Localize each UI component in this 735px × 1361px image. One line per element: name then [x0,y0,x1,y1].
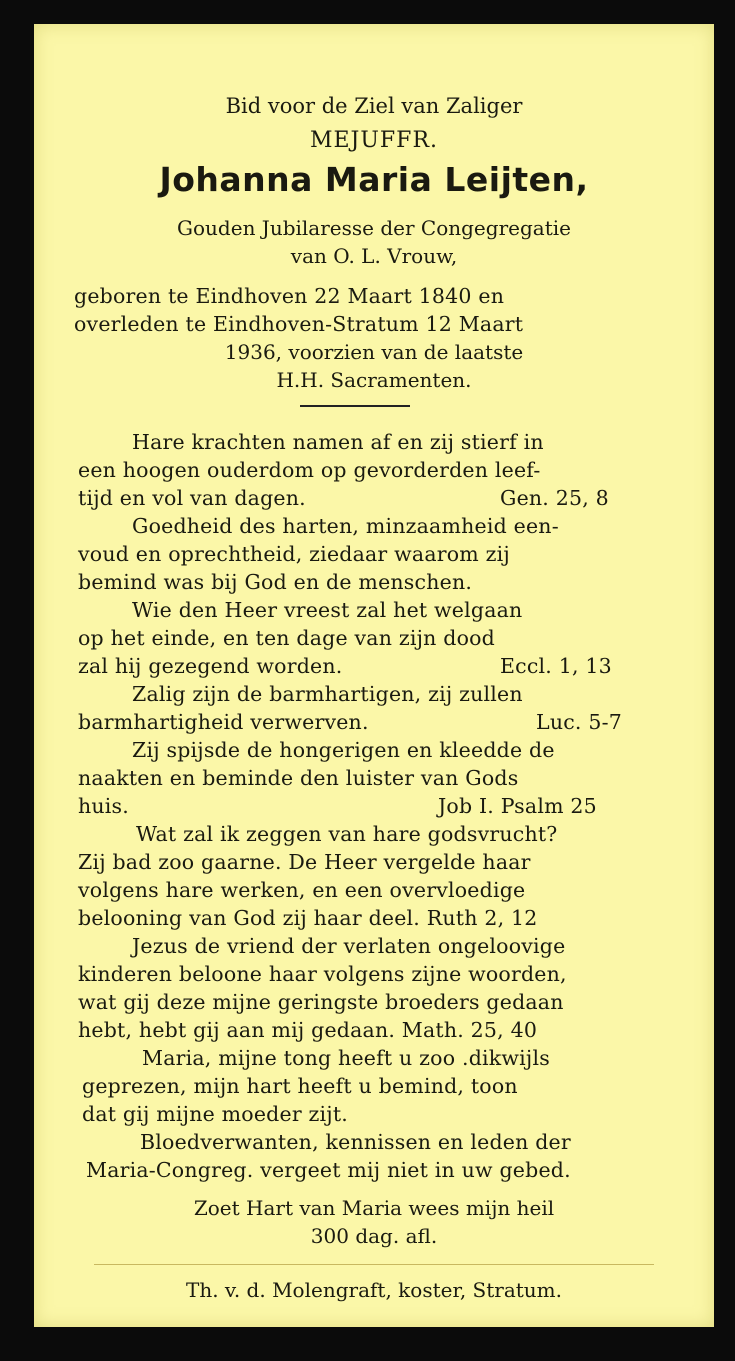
footer-divider [94,1264,654,1265]
divider [300,405,410,407]
verse-line: Wie den Heer vreest zal het welgaan [132,598,523,622]
indulgence: 300 dag. afl. [310,1224,438,1248]
verse-reference: Job I. Psalm 25 [438,794,597,818]
verse-line: Goedheid des harten, minzaamheid een- [132,514,559,538]
printer-credit: Th. v. d. Molengraft, koster, Stratum. [185,1278,562,1302]
birth-line-2: overleden te Eindhoven-Stratum 12 Maart [74,312,524,336]
verse-line: op het einde, en ten dage van zijn dood [78,626,495,650]
verse-line: voud en oprechtheid, ziedaar waarom zij [78,542,510,566]
verse-line: wat gij deze mijne geringste broeders gedaan [78,990,564,1014]
birth-line-4: H.H. Sacramenten. [276,368,472,392]
verse-line: hebt, hebt gij aan mij gedaan. Math. 25, 40 [78,1018,538,1042]
verse-line: naakten en beminde den luister van Gods [78,766,519,790]
prayer-intro: Bid voor de Ziel van Zaliger [225,94,523,118]
subtitle-jubilaresse: Gouden Jubilaresse der Congegregatie [177,216,571,240]
verse-line: bemind was bij God en de menschen. [78,570,473,594]
verse-line: tijd en vol van dagen. [78,486,306,510]
verse-line: Maria, mijne tong heeft u zoo .dikwijls [142,1046,550,1070]
verse-line: geprezen, mijn hart heeft u bemind, toon [82,1074,518,1098]
verse-line: Zij bad zoo gaarne. De Heer vergelde haar [78,850,531,874]
verse-line: Jezus de vriend der verlaten ongeloovige [132,934,566,958]
verse-line: Wat zal ik zeggen van hare godsvrucht? [136,822,558,846]
title-mejuffr: MEJUFFR. [309,128,439,153]
verse-line: barmhartigheid verwerven. [78,710,369,734]
verse-line: zal hij gezegend worden. [78,654,343,678]
verse-reference: Eccl. 1, 13 [500,654,612,678]
verse-line: een hoogen ouderdom op gevorderden leef- [78,458,541,482]
verse-line: Maria-Congreg. vergeet mij niet in uw gebed. [86,1158,571,1182]
deceased-name: Johanna Maria Leijten, [159,160,589,199]
verse-line: Zalig zijn de barmhartigen, zij zullen [132,682,523,706]
verse-line: dat gij mijne moeder zijt. [82,1102,349,1126]
verse-line: volgens hare werken, en een overvloedige [78,878,526,902]
closing-prayer: Zoet Hart van Maria wees mijn heil [193,1196,555,1220]
verse-reference: Luc. 5-7 [536,710,622,734]
birth-line-1: geboren te Eindhoven 22 Maart 1840 en [74,284,505,308]
verse-line: huis. [78,794,129,818]
verse-line: Zij spijsde de hongerigen en kleedde de [132,738,555,762]
verse-line: kinderen beloone haar volgens zijne woorden, [78,962,567,986]
verse-line: belooning van God zij haar deel. Ruth 2, 12 [78,906,538,930]
verse-line: Bloedverwanten, kennissen en leden der [140,1130,571,1154]
verse-line: Hare krachten namen af en zij stierf in [132,430,544,454]
subtitle-congregation: van O. L. Vrouw, [290,244,458,268]
verse-reference: Gen. 25, 8 [500,486,609,510]
birth-line-3: 1936, voorzien van de laatste [224,340,524,364]
memorial-card [34,24,714,1327]
